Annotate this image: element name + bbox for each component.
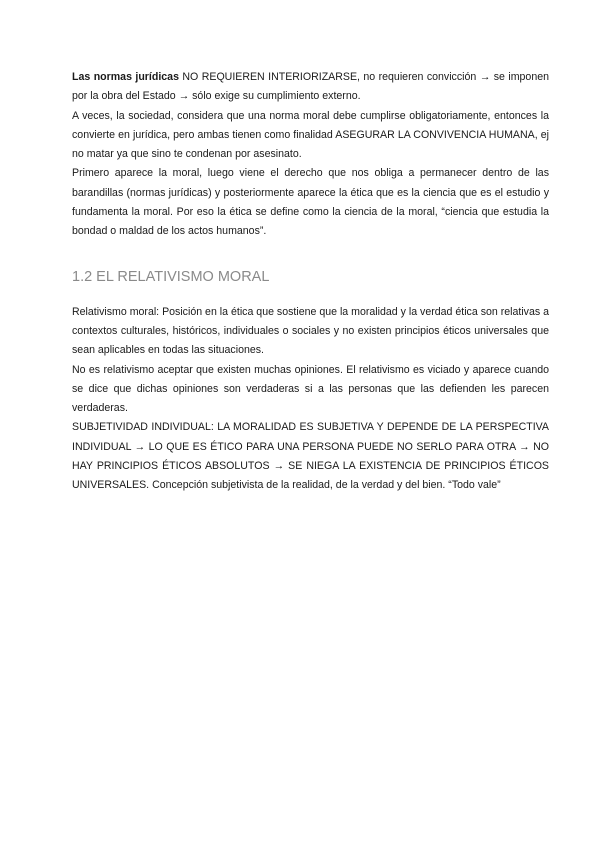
paragraph-relativismo-opiniones: No es relativismo aceptar que existen muchas opiniones. El relativismo es viciado y aparece cuando se dice que dichas opiniones son verdaderas si a las personas que las defienden les parecen verdaderas. (72, 363, 549, 415)
paragraph-relativismo-definicion: Relativismo moral: Posición en la ética que sostiene que la moralidad y la verdad ética son relativas a contextos culturales, históricos, individuales o sociales y no existen principios éticos universales que sean aplicables en todas las situaciones. (72, 305, 549, 357)
bold-term: Las normas jurídicas (72, 71, 179, 83)
paragraph-text: NO REQUIEREN INTERIORIZARSE, no requieren convicción → se imponen por la obra del Estado → sólo exige su cumplimiento externo. (72, 71, 550, 103)
paragraph-subjetividad-individual: SUBJETIVIDAD INDIVIDUAL: LA MORALIDAD ES SUBJETIVA Y DEPENDE DE LA PERSPECTIVA INDIVIDUAL → LO QUE ES ÉTICO PARA UNA PERSONA PUEDE NO SERLO PARA OTRA → NO HAY PRINCIPIOS ÉTICOS ABSOLUTOS → SE NIEGA LA EXISTENCIA DE PRINCIPIOS ÉTICOS UNIVERSALES. Concepción subjetivista de la realidad, de la verdad y del bien. “Todo vale” (72, 421, 549, 492)
paragraph-moral-derecho-etica: Primero aparece la moral, luego viene el derecho que nos obliga a permanecer dentro de las barandillas (normas jurídicas) y posteriormente aparece la ética que es la ciencia que es el estudio y fundamenta la moral. Por eso la ética se define como la ciencia de la moral, “ciencia que estudia la bondad o maldad de los actos humanos”. (72, 167, 549, 238)
document-page (72, 68, 549, 496)
paragraph-normas-juridicas (72, 68, 549, 107)
section-heading: 1.2 EL RELATIVISMO MORAL (72, 268, 270, 285)
paragraph-sociedad: A veces, la sociedad, considera que una norma moral debe cumplirse obligatoriamente, entonces la convierte en jurídica, pero ambas tienen como finalidad ASEGURAR LA CONVIVENCIA HUMANA, ej no matar ya que sino te condenan por asesinato. (72, 109, 549, 161)
